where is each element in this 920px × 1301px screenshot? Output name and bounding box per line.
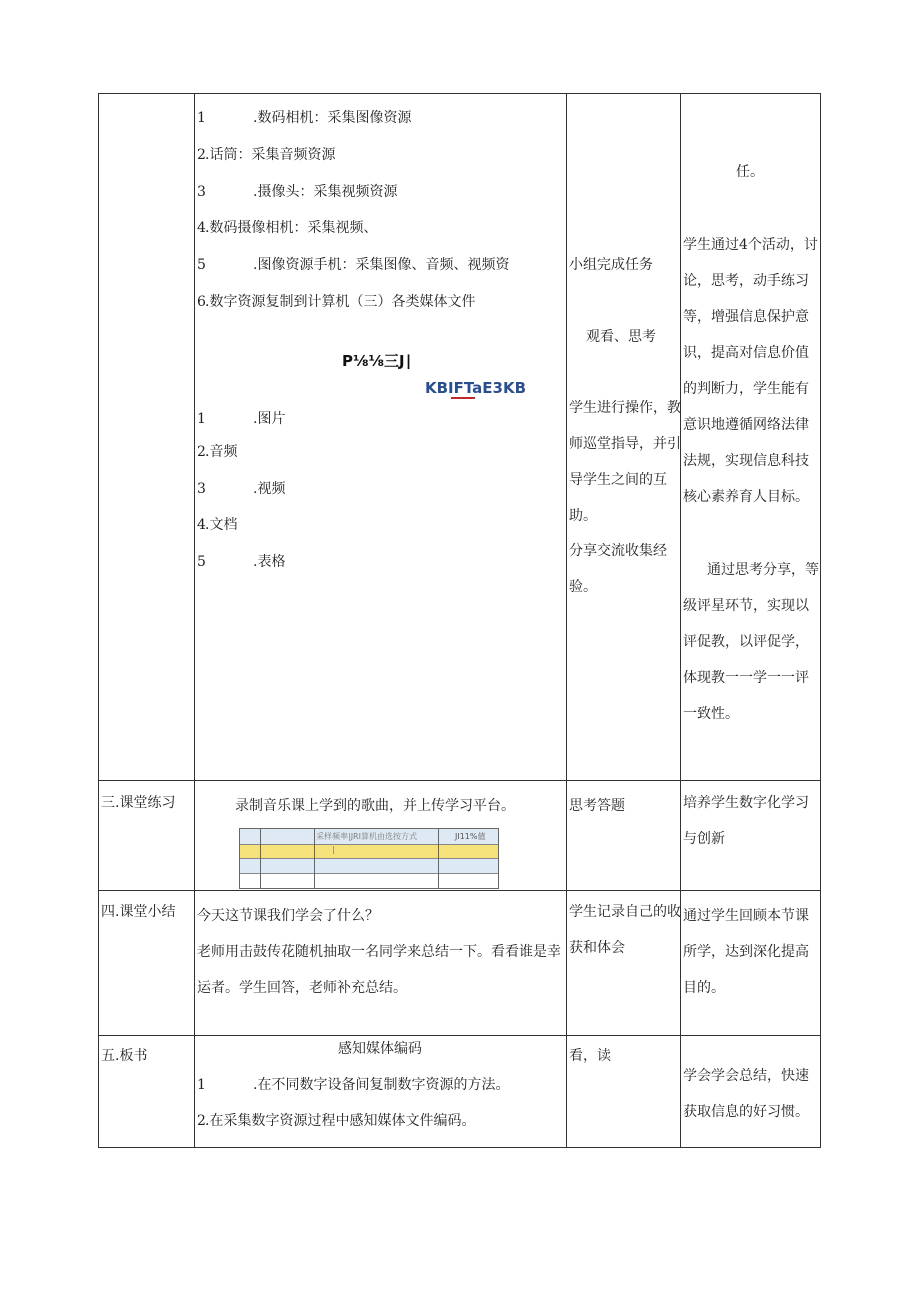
list-item-text: .表格 — [253, 554, 286, 570]
garbled-logo-text: KBIFTaE3KB — [425, 379, 527, 397]
list-number: 5 — [197, 554, 206, 570]
student-activity-operate: 学生进行操作，教师巡堂指导，并引导学生之间的互助。 — [569, 400, 681, 524]
list-number: 1 — [197, 1077, 206, 1093]
mini-table-line — [314, 829, 315, 888]
garbled-heading: P⅛⅛三J∣ — [342, 352, 413, 370]
mini-table-highlight-row — [240, 844, 498, 858]
board-item-text: .在采集数字资源过程中感知媒体文件编码。 — [205, 1113, 476, 1129]
board-design-intent: 学会学会总结，快速获取信息的好习惯。 — [683, 1068, 809, 1120]
list-item-text: .数码相机：采集图像资源 — [253, 110, 412, 126]
list-item-text: .摄像头：采集视频资源 — [253, 184, 398, 200]
row-label-board: 五.板书 — [101, 1048, 148, 1064]
red-underline — [451, 397, 475, 399]
row-label-practice: 三.课堂练习 — [101, 795, 176, 811]
column-divider — [680, 93, 681, 1148]
list-item-text: .音频 — [205, 444, 238, 460]
row-divider — [98, 890, 821, 891]
student-activity-watch: 观看、思考 — [586, 329, 656, 345]
student-activity-share: 分享交流收集经验。 — [569, 543, 667, 595]
summary-student-activity: 学生记录自己的收获和体会 — [569, 904, 681, 956]
summary-design-intent: 通过学生回顾本节课所学，达到深化提高目的。 — [683, 908, 809, 996]
list-number: 5 — [197, 257, 206, 273]
summary-question: 今天这节课我们学会了什么？ — [197, 908, 379, 924]
mini-table-line — [240, 873, 498, 874]
list-item-text: .话筒：采集音频资源 — [205, 147, 336, 163]
list-item-text: .文档 — [205, 517, 238, 533]
mini-table-header-text: 采样频率|JRI算机由选按方式 — [316, 832, 417, 841]
student-activity-task: 小组完成任务 — [569, 257, 653, 273]
list-number: 1 — [197, 110, 206, 126]
row-label-summary: 四.课堂小结 — [101, 904, 176, 920]
mini-table-line — [240, 858, 498, 859]
mini-table-header-text: JI11%值 — [455, 832, 486, 841]
mini-table-line — [438, 829, 439, 888]
mini-table-cell: | — [332, 845, 335, 854]
design-intent-para2: 通过思考分享，等级评星环节，实现以评促教，以评促学，体现教一一学一一评一致性。 — [683, 562, 819, 722]
list-item-text: .数字资源复制到计算机（三）各类媒体文件 — [205, 294, 476, 310]
list-item-text: .图像资源手机：采集图像、音频、视频资 — [253, 257, 510, 273]
board-item-text: .在不同数字设备间复制数字资源的方法。 — [253, 1077, 510, 1093]
list-item-text: .图片 — [253, 411, 286, 427]
board-student-activity: 看，读 — [569, 1048, 611, 1064]
list-number: 4 — [197, 517, 206, 533]
design-intent-fragment: 任。 — [736, 164, 764, 180]
board-title: 感知媒体编码 — [338, 1041, 422, 1057]
list-number: 2 — [197, 1113, 206, 1129]
design-intent-para1: 学生通过4个活动，讨论，思考，动手练习等，增强信息保护意识，提高对信息价值的判断力，学生能有意识地遵循网络法律法规，实现信息科技核心素养育人目标。 — [683, 237, 818, 505]
list-item-text: .视频 — [253, 481, 286, 497]
mini-table-line — [240, 844, 498, 845]
list-number: 2 — [197, 147, 206, 163]
list-number: 6 — [197, 294, 206, 310]
summary-content: 老师用击鼓传花随机抽取一名同学来总结一下。看看谁是幸运者。学生回答，老师补充总结。 — [197, 944, 561, 996]
row-divider — [98, 780, 821, 781]
practice-student-activity: 思考答题 — [569, 798, 625, 814]
row-divider — [98, 1035, 821, 1036]
list-number: 4 — [197, 220, 206, 236]
mini-table-line — [260, 829, 261, 888]
list-number: 3 — [197, 184, 206, 200]
embedded-mini-table — [239, 828, 499, 889]
column-divider — [194, 93, 195, 1148]
mini-table-blue-row — [240, 858, 498, 873]
practice-content: 录制音乐课上学到的歌曲，并上传学习平台。 — [235, 798, 515, 814]
list-number: 2 — [197, 444, 206, 460]
list-number: 1 — [197, 411, 206, 427]
list-number: 3 — [197, 481, 206, 497]
practice-design-intent: 培养学生数字化学习与创新 — [683, 795, 809, 847]
list-item-text: .数码摄像相机：采集视频、 — [205, 220, 378, 236]
